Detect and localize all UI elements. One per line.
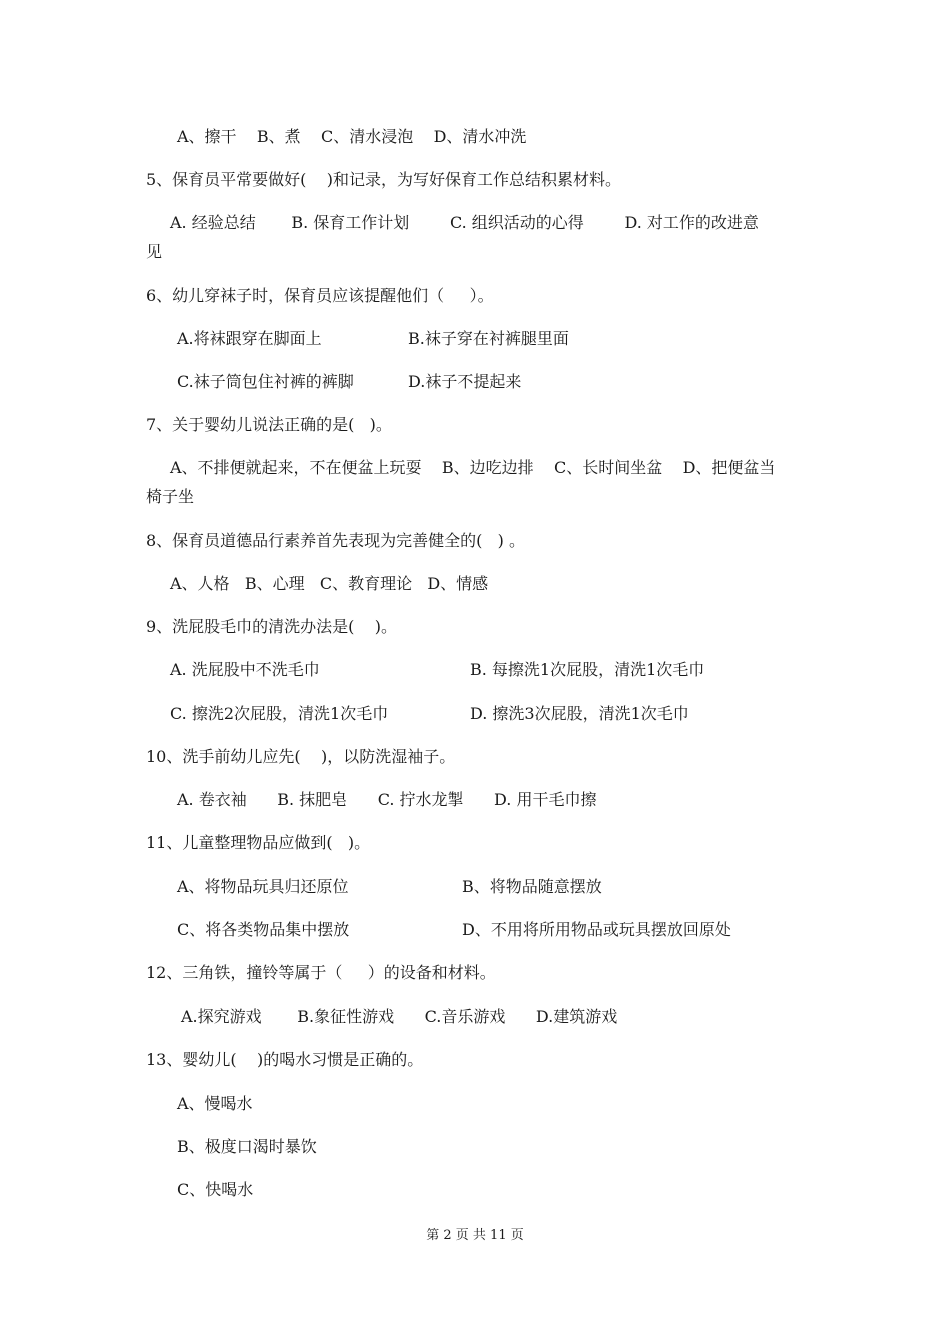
q12-options: A.探究游戏 B.象征性游戏 C.音乐游戏 D.建筑游戏 <box>181 1007 618 1026</box>
q10-options: A. 卷衣袖 B. 抹肥皂 C. 拧水龙掣 D. 用干毛巾擦 <box>177 790 597 809</box>
question-9: 9、洗屁股毛巾的清洗办法是( )。 <box>146 617 398 636</box>
q6-option-b: B.袜子穿在衬裤腿里面 <box>408 329 569 348</box>
q11-option-b: B、将物品随意摆放 <box>462 877 602 896</box>
q9-option-b: B. 每擦洗1次屁股，清洗1次毛巾 <box>470 660 705 679</box>
q13-option-c: C、快喝水 <box>177 1180 254 1199</box>
q11-option-c: C、将各类物品集中摆放 <box>177 920 350 939</box>
q6-option-d: D.袜子不提起来 <box>408 372 522 391</box>
question-7: 7、关于婴幼儿说法正确的是( )。 <box>146 415 392 434</box>
q13-option-b: B、极度口渴时暴饮 <box>177 1137 317 1156</box>
q11-option-d: D、不用将所用物品或玩具摆放回原处 <box>462 920 731 939</box>
q11-option-a: A、将物品玩具归还原位 <box>177 877 349 896</box>
q8-options: A、人格 B、心理 C、教育理论 D、情感 <box>170 574 489 593</box>
q9-option-a: A. 洗屁股中不洗毛巾 <box>170 660 320 679</box>
q6-option-a: A.将袜跟穿在脚面上 <box>177 329 322 348</box>
q6-option-c: C.袜子筒包住衬裤的裤脚 <box>177 372 354 391</box>
q9-option-d: D. 擦洗3次屁股，清洗1次毛巾 <box>470 704 689 723</box>
q7-options: A、不排便就起来，不在便盆上玩耍 B、边吃边排 C、长时间坐盆 D、把便盆当 <box>170 458 776 477</box>
question-8: 8、保育员道德品行素养首先表现为完善健全的( ) 。 <box>146 531 526 550</box>
question-5: 5、保育员平常要做好( )和记录，为写好保育工作总结积累材料。 <box>146 170 622 189</box>
q13-option-a: A、慢喝水 <box>177 1094 253 1113</box>
page-footer: 第 2 页 共 11 页 <box>426 1228 524 1243</box>
question-12: 12、三角铁，撞铃等属于（ ）的设备和材料。 <box>146 963 496 982</box>
q7-options-wrap: 椅子坐 <box>146 487 195 506</box>
question-6: 6、幼儿穿袜子时，保育员应该提醒他们（ ）。 <box>146 286 494 305</box>
question-13: 13、婴幼儿( )的喝水习惯是正确的。 <box>146 1050 424 1069</box>
q4-options: A、擦干 B、煮 C、清水浸泡 D、清水冲洗 <box>177 127 527 146</box>
q5-options-wrap: 见 <box>146 242 163 261</box>
q9-option-c: C. 擦洗2次屁股，清洗1次毛巾 <box>170 704 389 723</box>
q5-options: A. 经验总结 B. 保育工作计划 C. 组织活动的心得 D. 对工作的改进意 <box>170 213 759 232</box>
question-10: 10、洗手前幼儿应先( )，以防洗湿袖子。 <box>146 747 456 766</box>
question-11: 11、儿童整理物品应做到( )。 <box>146 833 371 852</box>
